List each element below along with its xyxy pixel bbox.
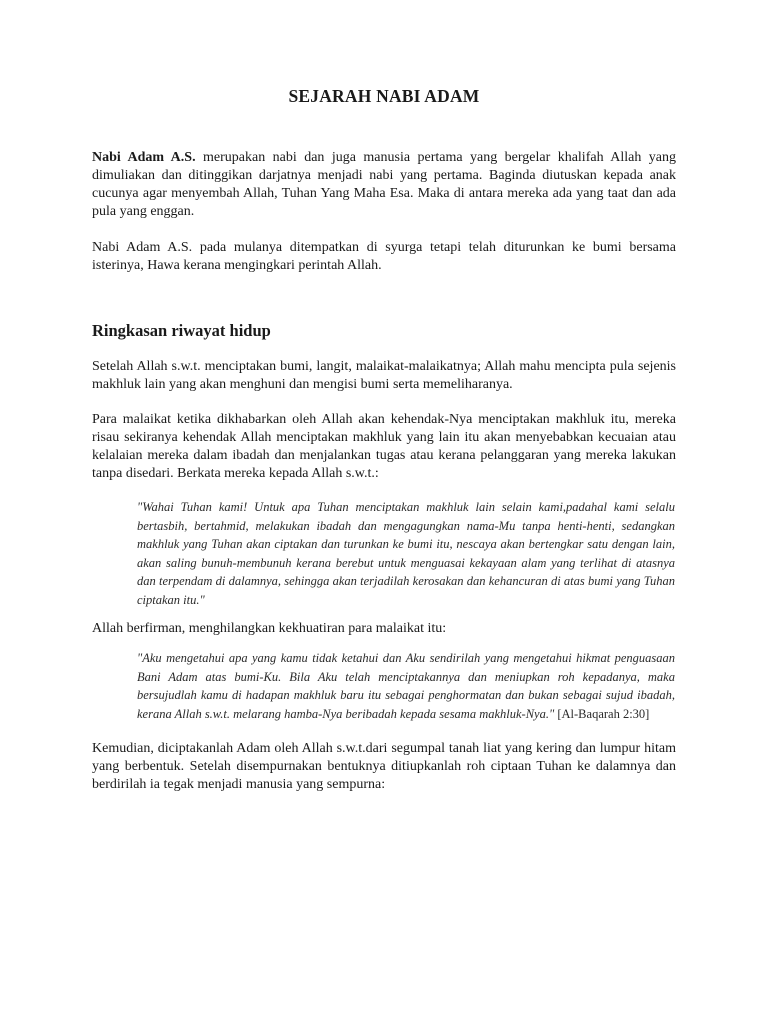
section-heading: Ringkasan riwayat hidup <box>92 321 271 340</box>
quote-angels: "Wahai Tuhan kami! Untuk apa Tuhan menciptakan makhluk lain selain kami,padahal kami selalu bertasbih, bertahmid, melakukan ibadah dan mengagungkan nama-Mu tanpa henti-henti, sedangkan makhluk yang Tuhan akan ciptakan dan turunkan ke bumi itu, nescaya akan bertengkar satu dengan lain, akan saling bunuh-membunuh kerana berebut untuk menguasai kekayaan alam yang terlihat di atasnya dan terpendam di dalamnya, sehingga akan terjadilah kerosakan dan kehancuran di atas bumi yang Tuhan ciptakan itu." <box>137 500 675 607</box>
quote-reference: [Al-Baqarah 2:30] <box>554 706 650 721</box>
paragraph-2: Nabi Adam A.S. pada mulanya ditempatkan di syurga tetapi telah diturunkan ke bumi bersama isterinya, Hawa kerana mengingkari perintah Allah. <box>92 240 676 273</box>
intro-text: merupakan nabi dan juga manusia pertama yang bergelar khalifah Allah yang dimuliakan dan ditinggikan darjatnya menjadi nabi yang pertama. Baginda diutuskan kepada anak cucunya agar menyembah Allah, Tuhan Yang Maha Esa. Maka di antara mereka ada yang taat dan ada pula yang enggan. <box>92 150 676 219</box>
intro-paragraph <box>92 149 676 221</box>
quote-allah <box>137 649 675 723</box>
intro-lead: Nabi Adam A.S. <box>92 150 196 165</box>
paragraph-3: Setelah Allah s.w.t. menciptakan bumi, langit, malaikat-malaikatnya; Allah mahu mencipta pula sejenis makhluk lain yang akan menghuni dan mengisi bumi serta memeliharanya. <box>92 359 676 392</box>
paragraph-4: Para malaikat ketika dikhabarkan oleh Allah akan kehendak-Nya menciptakan makhluk itu, mereka risau sekiranya kehendak Allah menciptakan makhluk yang lain itu akan menyebabkan kecuaian atau kelalaian mereka dalam ibadah dan menjalankan tugas atau kerana pelanggaran yang mereka lakukan tanpa disedari. Berkata mereka kepada Allah s.w.t.: <box>92 412 676 481</box>
document-body <box>92 86 676 794</box>
document-title: SEJARAH NABI ADAM <box>288 86 480 106</box>
paragraph-5: Allah berfirman, menghilangkan kekhuatiran para malaikat itu: <box>92 621 447 636</box>
quote-allah-text: "Aku mengetahui apa yang kamu tidak ketahui dan Aku sendirilah yang mengetahui hikmat penguasaan Bani Adam atas bumi-Ku. Bila Aku telah menciptakannya dan meniupkan roh kepadanya, maka bersujudlah kamu di hadapan makhluk baru itu sebagai penghormatan dan bukan sebagai sujud ibadah, kerana Allah s.w.t. melarang hamba-Nya beribadah kepada sesama makhluk-Nya." <box>137 651 675 721</box>
paragraph-6: Kemudian, diciptakanlah Adam oleh Allah s.w.t.dari segumpal tanah liat yang kering dan lumpur hitam yang berbentuk. Setelah disempurnakan bentuknya ditiupkanlah roh ciptaan Tuhan ke dalamnya dan berdirilah ia tegak menjadi manusia yang sempurna: <box>92 741 676 792</box>
